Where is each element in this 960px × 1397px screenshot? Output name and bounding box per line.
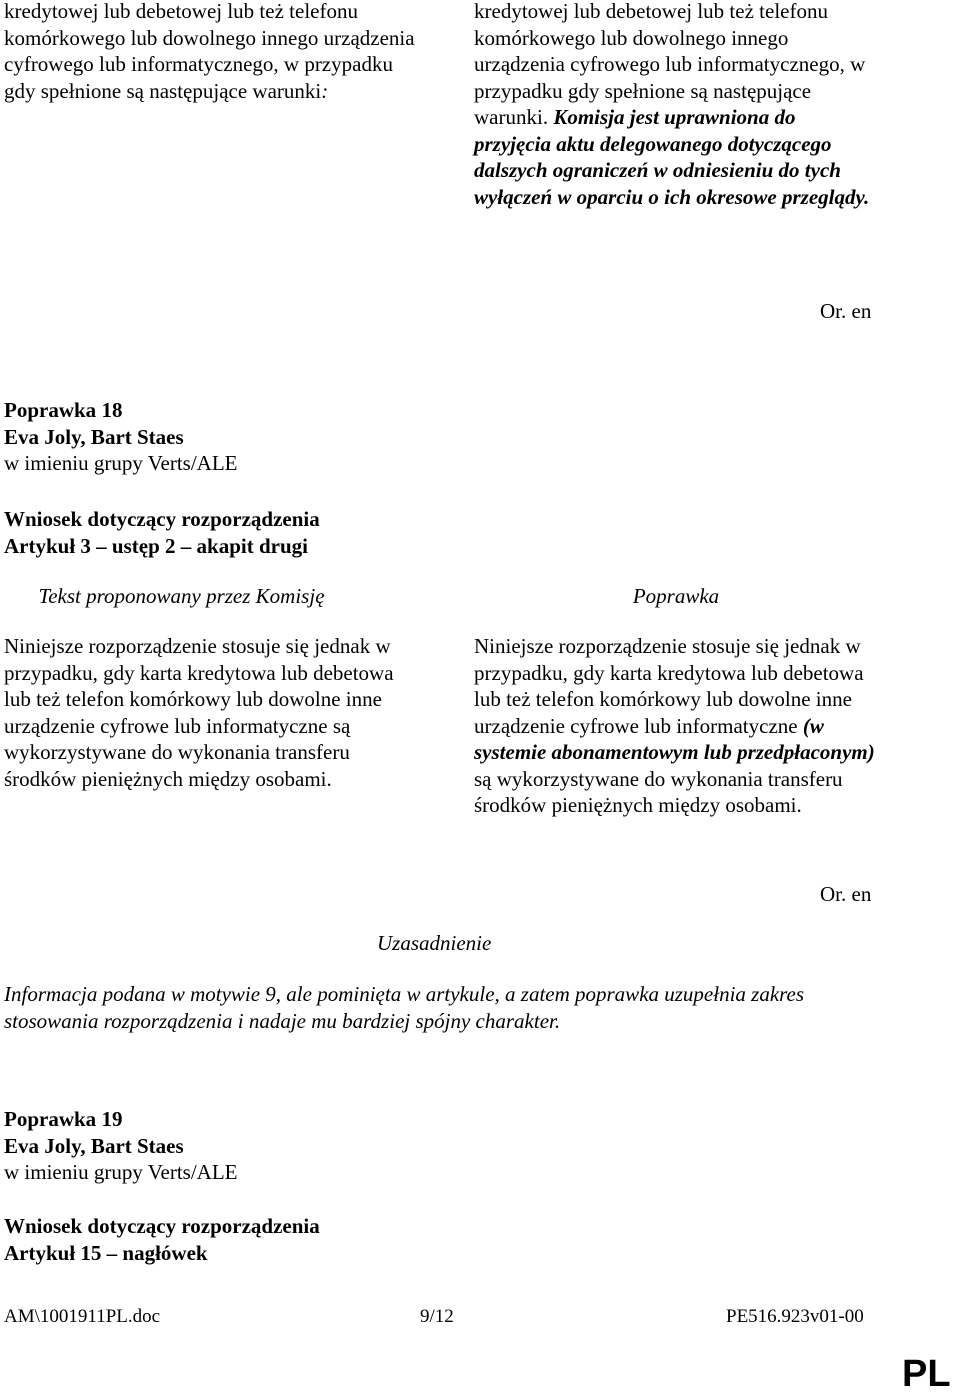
proposal-title: Wniosek dotyczący rozporządzenia — [4, 1214, 320, 1238]
proposal-title: Wniosek dotyczący rozporządzenia — [4, 507, 320, 531]
amendment-text — [474, 633, 884, 819]
or-en-amendment-18: Or. en — [820, 882, 872, 906]
commission-text: Niniejsze rozporządzenie stosuje się jednak w przypadku, gdy karta kredytowa lub debetowa lub też telefon komórkowy lub dowolne inne urządzenie cyfrowe lub informatyczne są wykorzystywane do wykonania transferu środków pieniężnych między osobami. — [4, 634, 394, 791]
article-ref: Artykuł 3 – ustęp 2 – akapit drugi — [4, 533, 308, 558]
amendment-18-header — [4, 397, 904, 477]
amendment-18-proposal — [4, 506, 904, 559]
footer-pe-ref: PE516.923v01-00 — [726, 1306, 864, 1327]
amendment-number: 18 — [101, 398, 123, 422]
amendment-label: Poprawka — [4, 1107, 97, 1131]
footer-language-code: PL — [902, 1353, 951, 1395]
top-left-colon: : — [321, 78, 329, 103]
top-right-text — [474, 0, 874, 210]
amendment-header: Poprawka — [632, 584, 720, 608]
amendment-added-text: (w systemie abonamentowym lub przedpłaconym) — [474, 713, 875, 764]
amendment-authors: Eva Joly, Bart Staes — [4, 424, 184, 449]
justification-header: Uzasadnienie — [377, 931, 492, 955]
amendment-authors: Eva Joly, Bart Staes — [4, 1133, 184, 1158]
top-left-body: kredytowej lub debetowej lub też telefonu komórkowego lub dowolnego innego urządzenia cyfrowego lub informatycznego, w przypadku gdy spełnione są następujące warunki — [4, 0, 415, 103]
top-right-added-text: Komisja jest uprawniona do przyjęcia aktu delegowanego dotyczącego dalszych ograniczeń w odniesieniu do tych wyłączeń w oparciu o ich okresowe przeglądy. — [474, 105, 870, 209]
commission-text-header: Tekst proponowany przez Komisję — [38, 584, 325, 608]
amendment-19-header — [4, 1106, 904, 1186]
amendment-group: w imieniu grupy Verts/ALE — [4, 451, 238, 475]
amendment-label: Poprawka — [4, 398, 97, 422]
top-right-body: kredytowej lub debetowej lub też telefonu komórkowego lub dowolnego innego urządzenia cyfrowego lub informatycznego, w przypadku gdy spełnione są następujące warunki. — [474, 0, 866, 129]
amendment-text-b: są wykorzystywane do wykonania transferu środków pieniężnych między osobami. — [474, 766, 843, 817]
top-left-text — [4, 0, 424, 104]
amendment-19-proposal — [4, 1213, 904, 1266]
amendment-number: 19 — [101, 1107, 123, 1131]
amendment-text-a: Niniejsze rozporządzenie stosuje się jednak w przypadku, gdy karta kredytowa lub debetowa lub też telefon komórkowy lub dowolne inne urządzenie cyfrowe lub informatyczne — [474, 634, 864, 738]
footer-page-number: 9/12 — [420, 1306, 454, 1327]
or-en-top: Or. en — [820, 299, 872, 323]
justification-text: Informacja podana w motywie 9, ale pominięta w artykule, a zatem poprawka uzupełnia zakres stosowania rozporządzenia i nadaje mu bardziej spójny charakter. — [4, 982, 805, 1033]
article-ref: Artykuł 15 – nagłówek — [4, 1240, 208, 1265]
footer-doc-ref: AM\1001911PL.doc — [4, 1306, 161, 1327]
amendment-group: w imieniu grupy Verts/ALE — [4, 1160, 238, 1184]
